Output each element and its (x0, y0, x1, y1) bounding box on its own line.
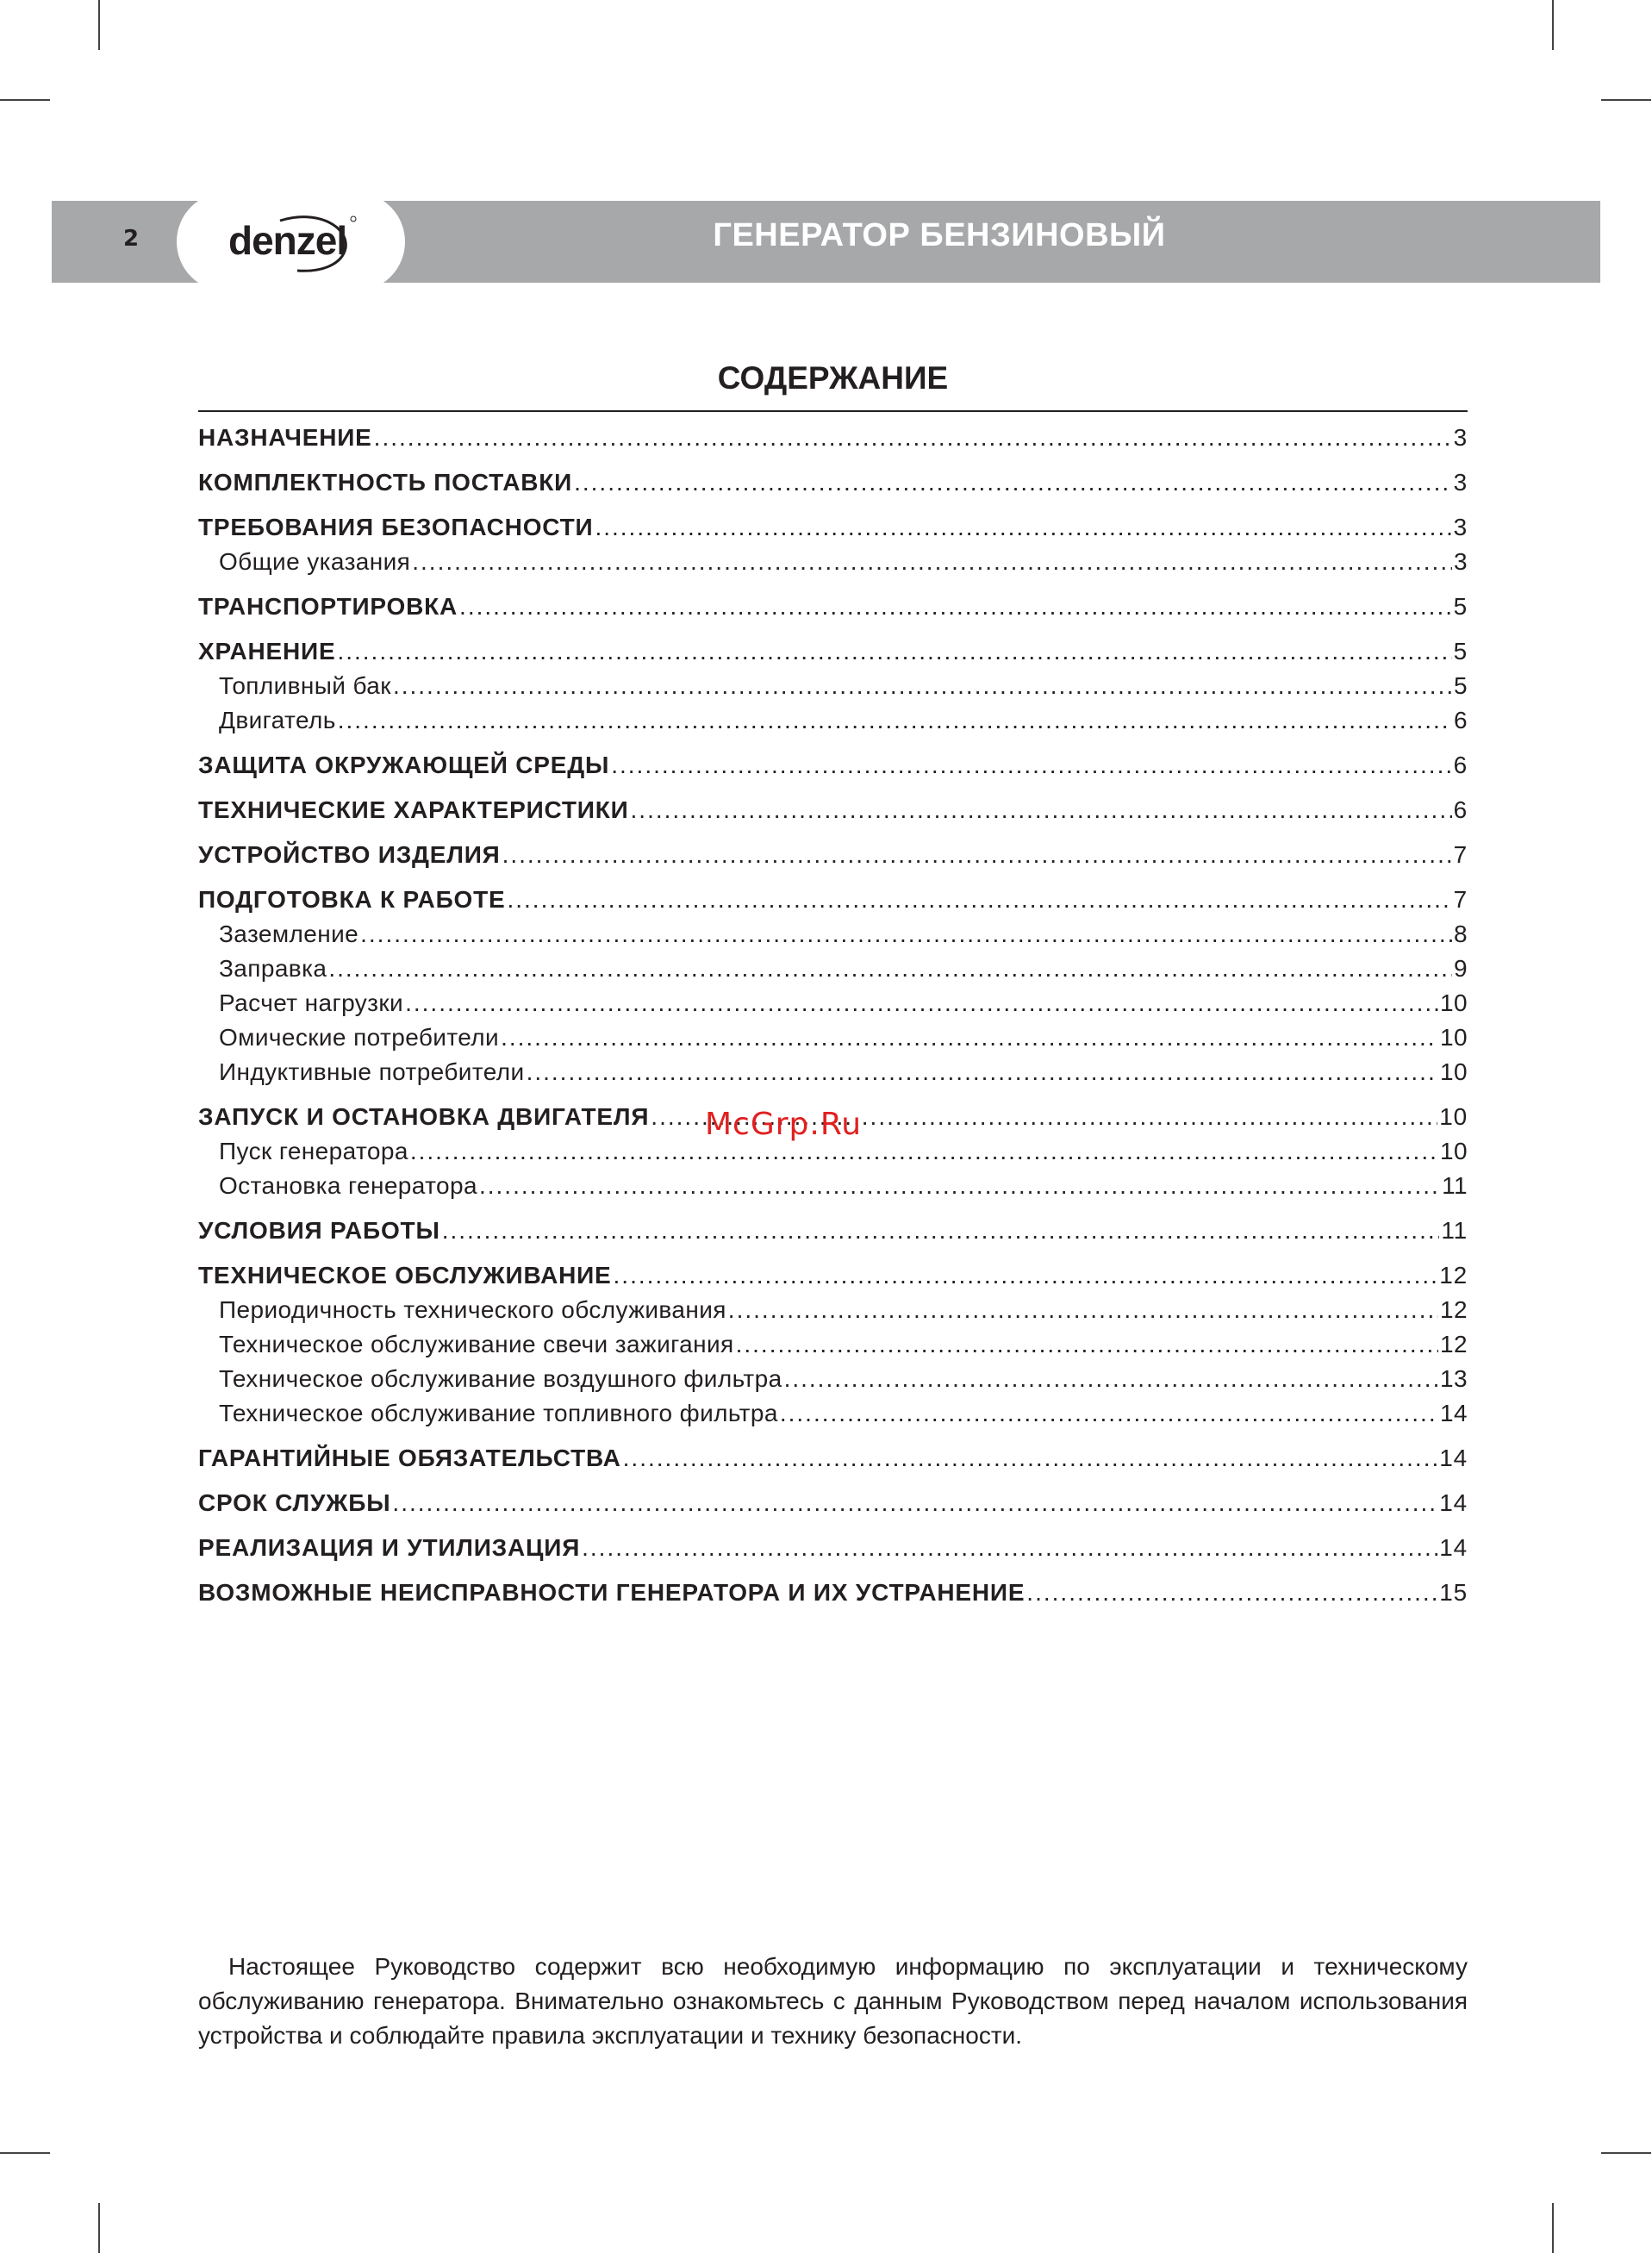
toc-dot-leader (479, 1169, 1440, 1203)
crop-mark-top-right-h (1601, 99, 1651, 101)
page-number: 2 (123, 226, 140, 252)
toc-dot-leader (412, 545, 1452, 579)
toc-section-entry[interactable] (198, 1531, 1468, 1565)
toc-entry-page: 9 (1454, 955, 1468, 982)
crop-mark-top-left (98, 0, 100, 50)
toc-subsection-entry[interactable] (198, 1396, 1468, 1431)
crop-mark-bottom-left-h (0, 2152, 50, 2154)
toc-entry-title: Остановка генератора (219, 1172, 477, 1199)
toc-entry-title: Заправка (219, 955, 327, 982)
toc-entry-title: Заземление (219, 921, 359, 947)
toc-section-entry[interactable] (198, 421, 1468, 455)
toc-dot-leader (574, 465, 1452, 500)
toc-dot-leader (527, 1055, 1438, 1089)
toc-subsection-entry[interactable] (198, 1362, 1468, 1396)
toc-entry-page: 3 (1453, 424, 1468, 451)
toc-dot-leader (442, 1214, 1440, 1248)
toc-entry-page: 15 (1439, 1579, 1468, 1606)
toc-entry-title: УСТРОЙСТВО ИЗДЕЛИЯ (198, 841, 501, 868)
toc-dot-leader (728, 1293, 1438, 1327)
toc-dot-leader (374, 421, 1452, 455)
toc-divider (198, 410, 1468, 412)
toc-dot-leader (611, 748, 1451, 783)
crop-mark-bottom-right-h (1601, 2152, 1651, 2154)
toc-entry-page: 11 (1442, 1172, 1468, 1199)
toc-dot-leader (582, 1531, 1437, 1565)
denzel-logo (228, 210, 358, 275)
toc-dot-leader (780, 1396, 1438, 1431)
logo-text: denzel (228, 218, 347, 263)
toc-entry-page: 7 (1453, 886, 1468, 913)
toc-dot-leader (393, 669, 1452, 703)
toc-section-entry[interactable] (198, 883, 1468, 917)
toc-dot-leader (328, 952, 1452, 986)
toc-dot-leader (338, 703, 1452, 738)
toc-entry-title: СРОК СЛУЖБЫ (198, 1489, 391, 1516)
toc-section-entry[interactable] (198, 838, 1468, 872)
toc-entry-page: 10 (1440, 1138, 1468, 1164)
toc-entry-title: Топливный бак (219, 672, 391, 699)
toc-entry-title: Пуск генератора (219, 1138, 408, 1164)
toc-entry-page: 6 (1453, 796, 1468, 823)
toc-entry-title: КОМПЛЕКТНОСТЬ ПОСТАВКИ (198, 469, 573, 496)
toc-dot-leader (614, 1258, 1438, 1293)
toc-entry-page: 12 (1440, 1331, 1468, 1357)
toc-section-entry[interactable] (198, 634, 1468, 669)
toc-subsection-entry[interactable] (198, 703, 1468, 738)
toc-entry-title: Индуктивные потребители (219, 1058, 525, 1085)
toc-entry-page: 7 (1453, 841, 1468, 868)
toc-entry-title: Двигатель (219, 707, 336, 733)
toc-subsection-entry[interactable] (198, 1169, 1468, 1203)
crop-mark-bottom-left (98, 2203, 100, 2253)
toc-entry-page: 13 (1440, 1365, 1468, 1392)
toc-subsection-entry[interactable] (198, 986, 1468, 1020)
toc-section-entry[interactable] (198, 1214, 1468, 1248)
toc-dot-leader (360, 917, 1452, 952)
toc-dot-leader (405, 986, 1438, 1020)
toc-dot-leader (337, 634, 1451, 669)
toc-subsection-entry[interactable] (198, 1055, 1468, 1089)
toc-subsection-entry[interactable] (198, 917, 1468, 952)
toc-subsection-entry[interactable] (198, 545, 1468, 579)
toc-section-entry[interactable] (198, 1441, 1468, 1476)
toc-entry-title: ВОЗМОЖНЫЕ НЕИСПРАВНОСТИ ГЕНЕРАТОРА И ИХ УСТРАНЕНИЕ (198, 1579, 1025, 1606)
toc-entry-page: 11 (1441, 1217, 1468, 1244)
toc-dot-leader (502, 838, 1452, 872)
toc-dot-leader (392, 1486, 1437, 1520)
toc-entry-page: 10 (1440, 1058, 1468, 1085)
toc-section-entry[interactable] (198, 1486, 1468, 1520)
toc-dot-leader (501, 1020, 1438, 1055)
toc-entry-title: ХРАНЕНИЕ (198, 638, 336, 665)
toc-entry-page: 6 (1454, 707, 1468, 733)
toc-entry-page: 14 (1439, 1445, 1468, 1471)
toc-subsection-entry[interactable] (198, 1327, 1468, 1362)
toc-entry-page: 3 (1453, 469, 1468, 496)
toc-dot-leader (784, 1362, 1438, 1396)
intro-paragraph: Настоящее Руководство содержит всю необходимую информацию по эксплуатации и техническому обслуживанию генератора. Внимательно ознакомьтесь с данным Руководством перед началом использования устройства и соблюдайте правила эксплуатации и технику безопасности. (198, 1953, 1468, 2049)
toc-dot-leader (507, 883, 1451, 917)
toc-dot-leader (623, 1441, 1438, 1476)
toc-subsection-entry[interactable] (198, 952, 1468, 986)
toc-entry-page: 3 (1453, 514, 1468, 540)
toc-entry-page: 3 (1454, 548, 1468, 575)
toc-entry-page: 12 (1439, 1262, 1468, 1289)
toc-entry-page: 5 (1454, 672, 1468, 699)
toc-entry-page: 10 (1439, 1103, 1468, 1130)
toc-entry-page: 14 (1439, 1489, 1468, 1516)
toc-section-entry[interactable] (198, 1258, 1468, 1293)
toc-section-entry[interactable] (198, 590, 1468, 624)
toc-entry-title: ПОДГОТОВКА К РАБОТЕ (198, 886, 506, 913)
toc-entry-title: ЗАПУСК И ОСТАНОВКА ДВИГАТЕЛЯ (198, 1103, 650, 1130)
toc-section-entry[interactable] (198, 510, 1468, 545)
toc-subsection-entry[interactable] (198, 669, 1468, 703)
toc-entry-page: 14 (1439, 1534, 1468, 1561)
toc-entry-page: 12 (1440, 1296, 1468, 1323)
toc-dot-leader (1026, 1576, 1437, 1610)
toc-entry-page: 8 (1454, 921, 1468, 947)
toc-entry-title: ТРАНСПОРТИРОВКА (198, 593, 458, 620)
crop-mark-bottom-right (1552, 2203, 1554, 2253)
toc-entry-title: ТЕХНИЧЕСКИЕ ХАРАКТЕРИСТИКИ (198, 796, 629, 823)
toc-entry-title: Общие указания (219, 548, 411, 575)
toc-section-entry[interactable] (198, 465, 1468, 500)
table-of-contents (198, 421, 1468, 1610)
header-title: ГЕНЕРАТОР БЕНЗИНОВЫЙ (713, 217, 1166, 253)
toc-entry-title: ГАРАНТИЙНЫЕ ОБЯЗАТЕЛЬСТВА (198, 1445, 621, 1471)
toc-entry-title: Расчет нагрузки (219, 989, 404, 1016)
toc-entry-title: ТЕХНИЧЕСКОЕ ОБСЛУЖИВАНИЕ (198, 1262, 612, 1289)
toc-entry-title: Омические потребители (219, 1024, 500, 1051)
toc-dot-leader (736, 1327, 1438, 1362)
toc-heading: СОДЕРЖАНИЕ (717, 360, 949, 396)
watermark: McGrp.Ru (705, 1107, 863, 1142)
toc-dot-leader (410, 1134, 1438, 1169)
toc-entry-title: Техническое обслуживание свечи зажигания (219, 1331, 734, 1357)
toc-entry-title: ТРЕБОВАНИЯ БЕЗОПАСНОСТИ (198, 514, 594, 540)
crop-mark-top-right (1552, 0, 1554, 50)
toc-section-entry[interactable] (198, 793, 1468, 827)
toc-entry-title: ЗАЩИТА ОКРУЖАЮЩЕЙ СРЕДЫ (198, 752, 610, 778)
toc-entry-title: УСЛОВИЯ РАБОТЫ (198, 1217, 440, 1244)
toc-entry-title: Техническое обслуживание воздушного фильтра (219, 1365, 782, 1392)
crop-mark-top-left-h (0, 99, 50, 101)
toc-section-entry[interactable] (198, 748, 1468, 783)
toc-subsection-entry[interactable] (198, 1293, 1468, 1327)
toc-dot-leader (459, 590, 1452, 624)
toc-dot-leader (631, 793, 1452, 827)
toc-subsection-entry[interactable] (198, 1020, 1468, 1055)
toc-entry-title: Техническое обслуживание топливного фильтра (219, 1400, 778, 1426)
toc-dot-leader (595, 510, 1451, 545)
toc-entry-title: НАЗНАЧЕНИЕ (198, 424, 372, 451)
toc-entry-page: 14 (1440, 1400, 1468, 1426)
toc-entry-page: 10 (1440, 989, 1468, 1016)
toc-entry-page: 5 (1453, 638, 1468, 665)
toc-entry-title: РЕАЛИЗАЦИЯ И УТИЛИЗАЦИЯ (198, 1534, 581, 1561)
toc-entry-title: Периодичность технического обслуживания (219, 1296, 726, 1323)
toc-entry-page: 5 (1453, 593, 1468, 620)
toc-section-entry[interactable] (198, 1576, 1468, 1610)
toc-entry-page: 10 (1440, 1024, 1468, 1051)
toc-entry-page: 6 (1453, 752, 1468, 778)
